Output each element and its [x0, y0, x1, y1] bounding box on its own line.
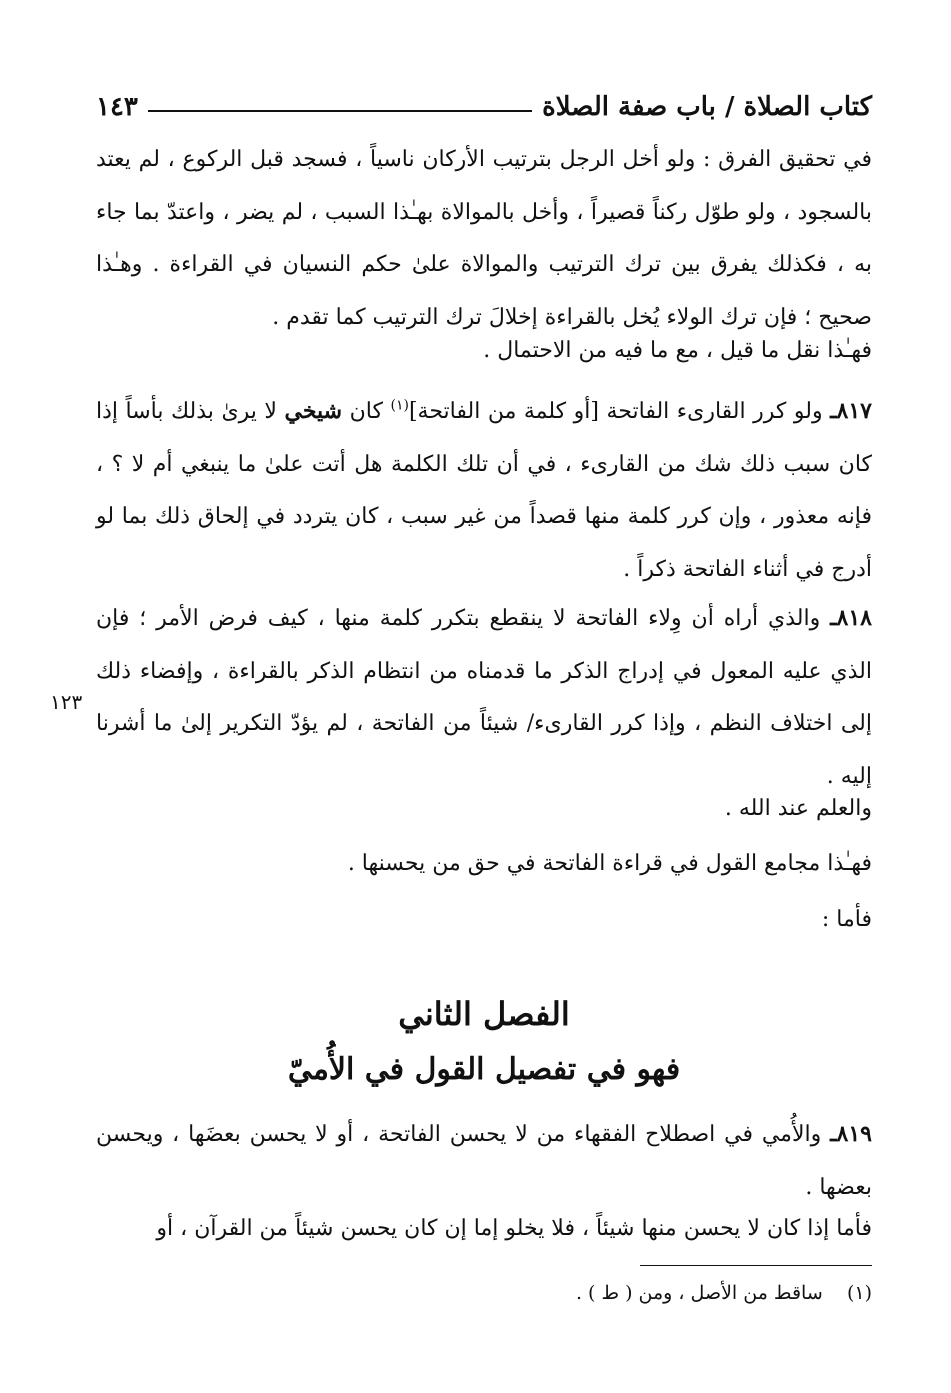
paragraph-817-text: [96, 385, 872, 596]
paragraph-5-text: والعلم عند الله .: [724, 796, 872, 821]
header-rule: [148, 110, 532, 112]
paragraph-818: [96, 592, 872, 803]
paragraph-number: ٨١٨ـ: [830, 605, 872, 631]
footnote: [96, 1282, 872, 1304]
footnote-rule: [640, 1265, 872, 1266]
text-span: والأُمي في اصطلاح الفقهاء من لا يحسن الفاتحة ، أو لا يحسن بعضَها ، ويحسن بعضها .: [96, 1122, 872, 1200]
footnote-ref: (١): [390, 397, 409, 414]
paragraph-9-text: فأما إذا كان لا يحسن منها شيئاً ، فلا يخلو إما إن كان يحسن شيئاً من القرآن ، أو: [156, 1216, 872, 1241]
paragraph-2-text: فهـٰذا نقل ما قيل ، مع ما فيه من الاحتمال .: [483, 338, 872, 363]
footnote-marker: (١): [846, 1282, 872, 1304]
chapter-title: الفصل الثاني: [398, 995, 570, 1033]
paragraph-1-text: في تحقيق الفرق : ولو أخل الرجل بترتيب الأركان ناسياً ، فسجد قبل الركوع ، لم يعتد بالسجود ، ولو طوّل ركناً قصيراً ، وأخل بالموالاة بهـٰذا السبب ، لم يضر ، واعتدّ بما جاء به ، فكذلك يفرق بين ترك الترتيب والموالاة علىٰ حكم النسيان في القراءة . وهـٰذا صحيح ؛ فإن ترك الولاء يُخل بالقراءة إخلالَ ترك الترتيب كما تقدم .: [96, 147, 872, 330]
paragraph-9: [96, 1203, 872, 1256]
paragraph-7: [96, 894, 872, 947]
paragraph-817: [96, 385, 872, 596]
paragraph-5: [96, 783, 872, 836]
paragraph-819-text: [96, 1108, 872, 1214]
paragraph-number: ٨١٧ـ: [830, 398, 872, 424]
running-header: [96, 82, 872, 122]
text-span: والذي أراه أن وِلاء الفاتحة لا ينقطع بتكرر كلمة منها ، كيف فرض الأمر ؛ فإن الذي عليه المعول في إدراج الذكر ما قدمناه من انتظام الذكر بالقراءة ، وإفضاء ذلك إلى اختلاف النظم ، وإذا كرر القارىء/ شيئاً من الفاتحة ، لم يؤدّ التكرير إلىٰ ما أشرنا إليه .: [96, 606, 872, 789]
text-span: ولو كرر القارىء الفاتحة [أو كلمة من الفاتحة]: [408, 399, 831, 424]
paragraph-number: ٨١٩ـ: [830, 1121, 872, 1147]
paragraph-1: [96, 134, 872, 344]
page-number: ١٤٣: [96, 92, 138, 122]
paragraph-819: [96, 1108, 872, 1214]
text-span: كان: [342, 399, 391, 424]
paragraph-818-text: [96, 592, 872, 803]
paragraph-6: [96, 838, 872, 891]
header-title: كتاب الصلاة / باب صفة الصلاة: [542, 92, 872, 122]
paragraph-6-text: فهـٰذا مجامع القول في قراءة الفاتحة في حق من يحسنها .: [347, 851, 872, 876]
paragraph-7-text: فأما :: [821, 907, 872, 932]
text-span: لا يرىٰ بذلك بأساً إذا كان سبب ذلك شك من القارىء ، في أن تلك الكلمة هل أتت علىٰ ما ينبغي أم لا ؟ ، فإنه معذور ، وإن كرر كلمة منها قصداً من غير سبب ، كان يتردد في إلحاق ذلك بما لو أدرج في أثناء الفاتحة ذكراً .: [96, 399, 872, 582]
emphasized-name: شيخي: [284, 398, 343, 424]
footnote-text: ساقط من الأصل ، ومن ( ط ) .: [575, 1282, 823, 1304]
chapter-subtitle: فهو في تفصيل القول في الأُميّ: [287, 1052, 681, 1087]
margin-page-number: ١٢٣: [50, 690, 83, 714]
paragraph-2: [96, 325, 872, 378]
